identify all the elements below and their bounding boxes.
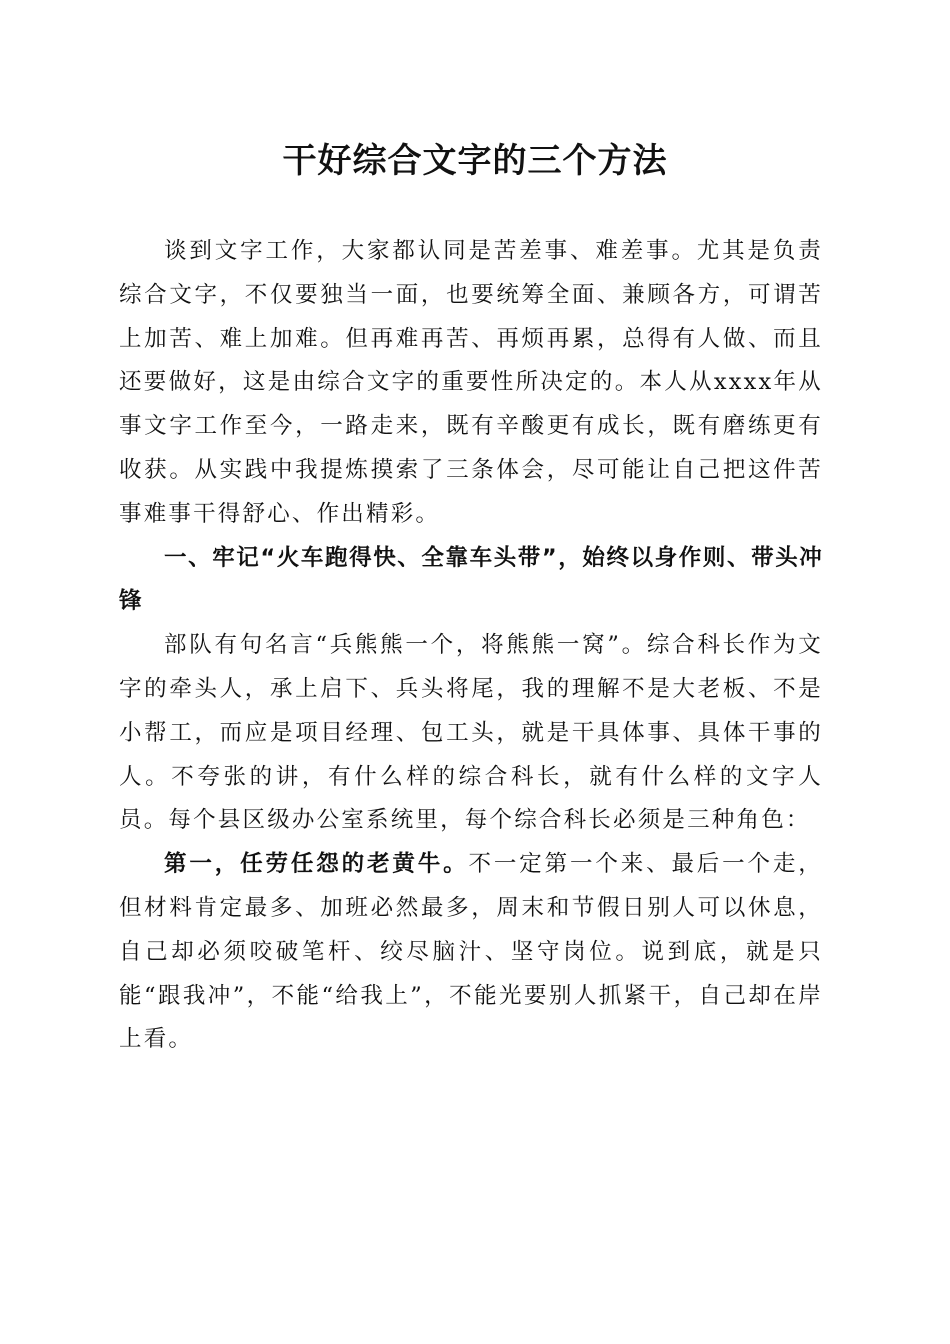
section-1-heading: 一、牢记“火车跑得快、全靠车头带”，始终以身作则、带头冲锋 [119, 544, 823, 615]
point-1-text: 不一定第一个来、最后一个走，但材料肯定最多、加班必然最多，周末和节假日别人可以休息，自己却必须咬破笔杆、绞尽脑汁、坚守岗位。说到底，就是只能“跟我冲”，不能“给我上”，不能光要别人抓紧干，自己却在岸上看。 [119, 851, 823, 1053]
document-title: 干好综合文字的三个方法 [282, 141, 668, 181]
section-1-paragraph: 部队有句名言“兵熊熊一个，将熊熊一窝”。综合科长作为文字的牵头人，承上启下、兵头将尾，我的理解不是大老板、不是小帮工，而应是项目经理、包工头，就是干具体事、具体干事的人。不夸张的讲，有什么样的综合科长，就有什么样的文字人员。每个县区级办公室系统里，每个综合科长必须是三种角色： [119, 632, 823, 834]
document-body [119, 230, 823, 1062]
point-1-paragraph [119, 843, 823, 1062]
point-1-lead: 第一，任劳任怨的老黄牛。 [164, 851, 469, 878]
intro-paragraph: 谈到文字工作，大家都认同是苦差事、难差事。尤其是负责综合文字，不仅要独当一面，也要统筹全面、兼顾各方，可谓苦上加苦、难上加难。但再难再苦、再烦再累，总得有人做、而且还要做好，这是由综合文字的重要性所决定的。本人从xxxx年从事文字工作至今，一路走来，既有辛酸更有成长，既有磨练更有收获。从实践中我提炼摸索了三条体会，尽可能让自己把这件苦事难事干得舒心、作出精彩。 [119, 238, 823, 527]
